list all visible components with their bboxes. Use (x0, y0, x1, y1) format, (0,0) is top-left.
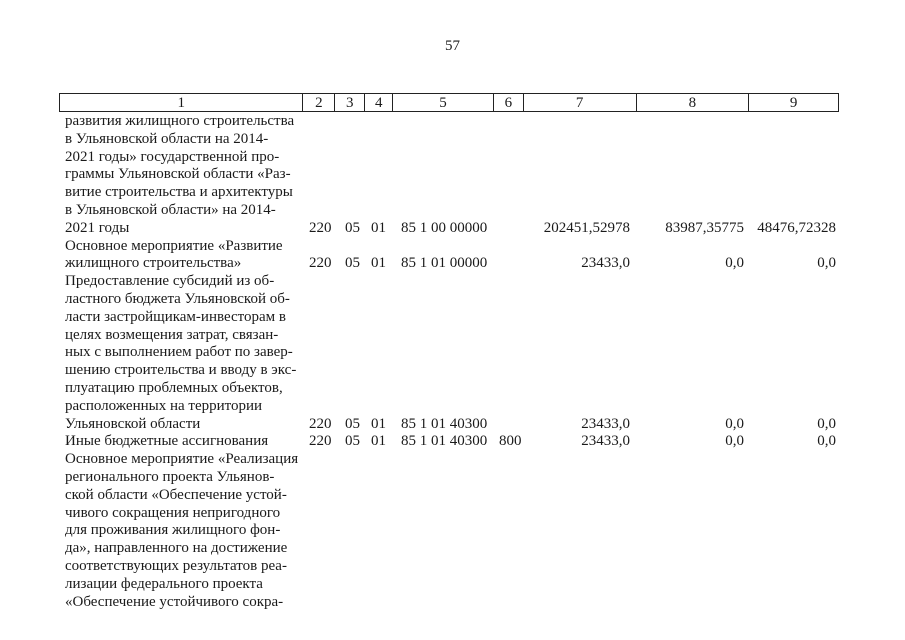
cell-col-5: 85 1 00 00000 (401, 219, 488, 236)
cell-col-5: 85 1 01 40300 (401, 433, 488, 450)
cell-col-7: 23433,0 (581, 255, 630, 272)
description-line: развития жилищного строительства (65, 113, 295, 129)
description-line: в Ульяновской области» на 2014- (65, 201, 276, 218)
description-line: Ульяновской области (65, 415, 201, 432)
row-description (65, 113, 303, 238)
cell-col-8: 0,0 (725, 255, 744, 272)
description-line: ных с выполнением работ по завер- (65, 344, 293, 361)
header-col-5: 5 (393, 94, 494, 111)
description-line: Основное мероприятие «Развитие (65, 237, 283, 254)
cell-col-7: 202451,52978 (543, 219, 630, 236)
page-number: 57 (445, 38, 460, 54)
description-line: «Обеспечение устойчивого сокра- (65, 593, 284, 610)
description-line: жилищного строительства» (65, 255, 242, 272)
header-col-9: 9 (789, 95, 798, 111)
cell-col-8: 0,0 (725, 415, 744, 432)
cell-col-8: 83987,35775 (665, 219, 744, 236)
description-line: расположенных на территории (65, 397, 263, 414)
cell-col-4: 01 (371, 255, 386, 272)
cell-col-9: 48476,72328 (757, 219, 836, 236)
description-line: Предоставление субсидий из об- (65, 273, 275, 290)
cell-col-8: 0,0 (725, 433, 744, 450)
cell-col-6: 800 (499, 433, 522, 450)
header-col-6: 6 (494, 94, 524, 111)
header-col-7: 7 (524, 94, 637, 111)
description-line: соответствующих результатов реа- (65, 557, 287, 574)
description-line: Основное мероприятие «Реализация (65, 451, 299, 468)
table-header (59, 93, 839, 112)
description-line: граммы Ульяновской области «Раз- (65, 166, 291, 183)
description-line: витие строительства и архитектуры (65, 184, 293, 201)
description-line: Иные бюджетные ассигнования (65, 433, 269, 450)
header-col-4: 4 (365, 94, 393, 111)
description-line: шению строительства и вводу в экс- (65, 362, 297, 379)
cell-col-9: 0,0 (817, 255, 836, 272)
cell-col-9: 0,0 (817, 415, 836, 432)
description-line: да», направленного на достижение (65, 540, 288, 557)
cell-col-3: 05 (345, 255, 360, 272)
cell-col-7: 23433,0 (581, 415, 630, 432)
cell-col-2: 220 (309, 415, 332, 432)
description-line: ласти застройщикам-инвесторам в (65, 308, 287, 325)
description-line: в Ульяновской области на 2014- (65, 130, 269, 147)
cell-col-3: 05 (345, 219, 360, 236)
description-line: регионального проекта Ульянов- (65, 468, 275, 485)
description-line: для проживания жилищного фон- (65, 522, 281, 539)
cell-col-4: 01 (371, 219, 386, 236)
description-line: 2021 годы (65, 219, 130, 236)
description-line: ской области «Обеспечение устой- (65, 486, 287, 503)
cell-col-5: 85 1 01 40300 (401, 415, 488, 432)
description-line: 2021 годы» государственной про- (65, 148, 280, 165)
cell-col-7: 23433,0 (581, 433, 630, 450)
cell-col-3: 05 (345, 415, 360, 432)
row-description (65, 238, 303, 274)
cell-col-2: 220 (309, 433, 332, 450)
description-line: ластного бюджета Ульяновской об- (65, 290, 290, 307)
description-line: лизации федерального проекта (65, 575, 263, 592)
description-line: чивого сокращения непригодного (65, 504, 281, 521)
cell-col-9: 0,0 (817, 433, 836, 450)
row-description (65, 433, 303, 451)
cell-col-4: 01 (371, 415, 386, 432)
header-col-3: 3 (335, 94, 365, 111)
header-col-1: 1 (60, 94, 303, 111)
cell-col-2: 220 (309, 219, 332, 236)
cell-col-5: 85 1 01 00000 (401, 255, 488, 272)
cell-col-3: 05 (345, 433, 360, 450)
header-col-2: 2 (303, 94, 335, 111)
row-description (65, 451, 303, 611)
cell-col-4: 01 (371, 433, 386, 450)
header-col-8: 8 (637, 94, 750, 111)
description-line: плуатацию проблемных объектов, (65, 379, 283, 396)
row-description (65, 273, 303, 433)
cell-col-2: 220 (309, 255, 332, 272)
description-line: целях возмещения затрат, связан- (65, 326, 279, 343)
